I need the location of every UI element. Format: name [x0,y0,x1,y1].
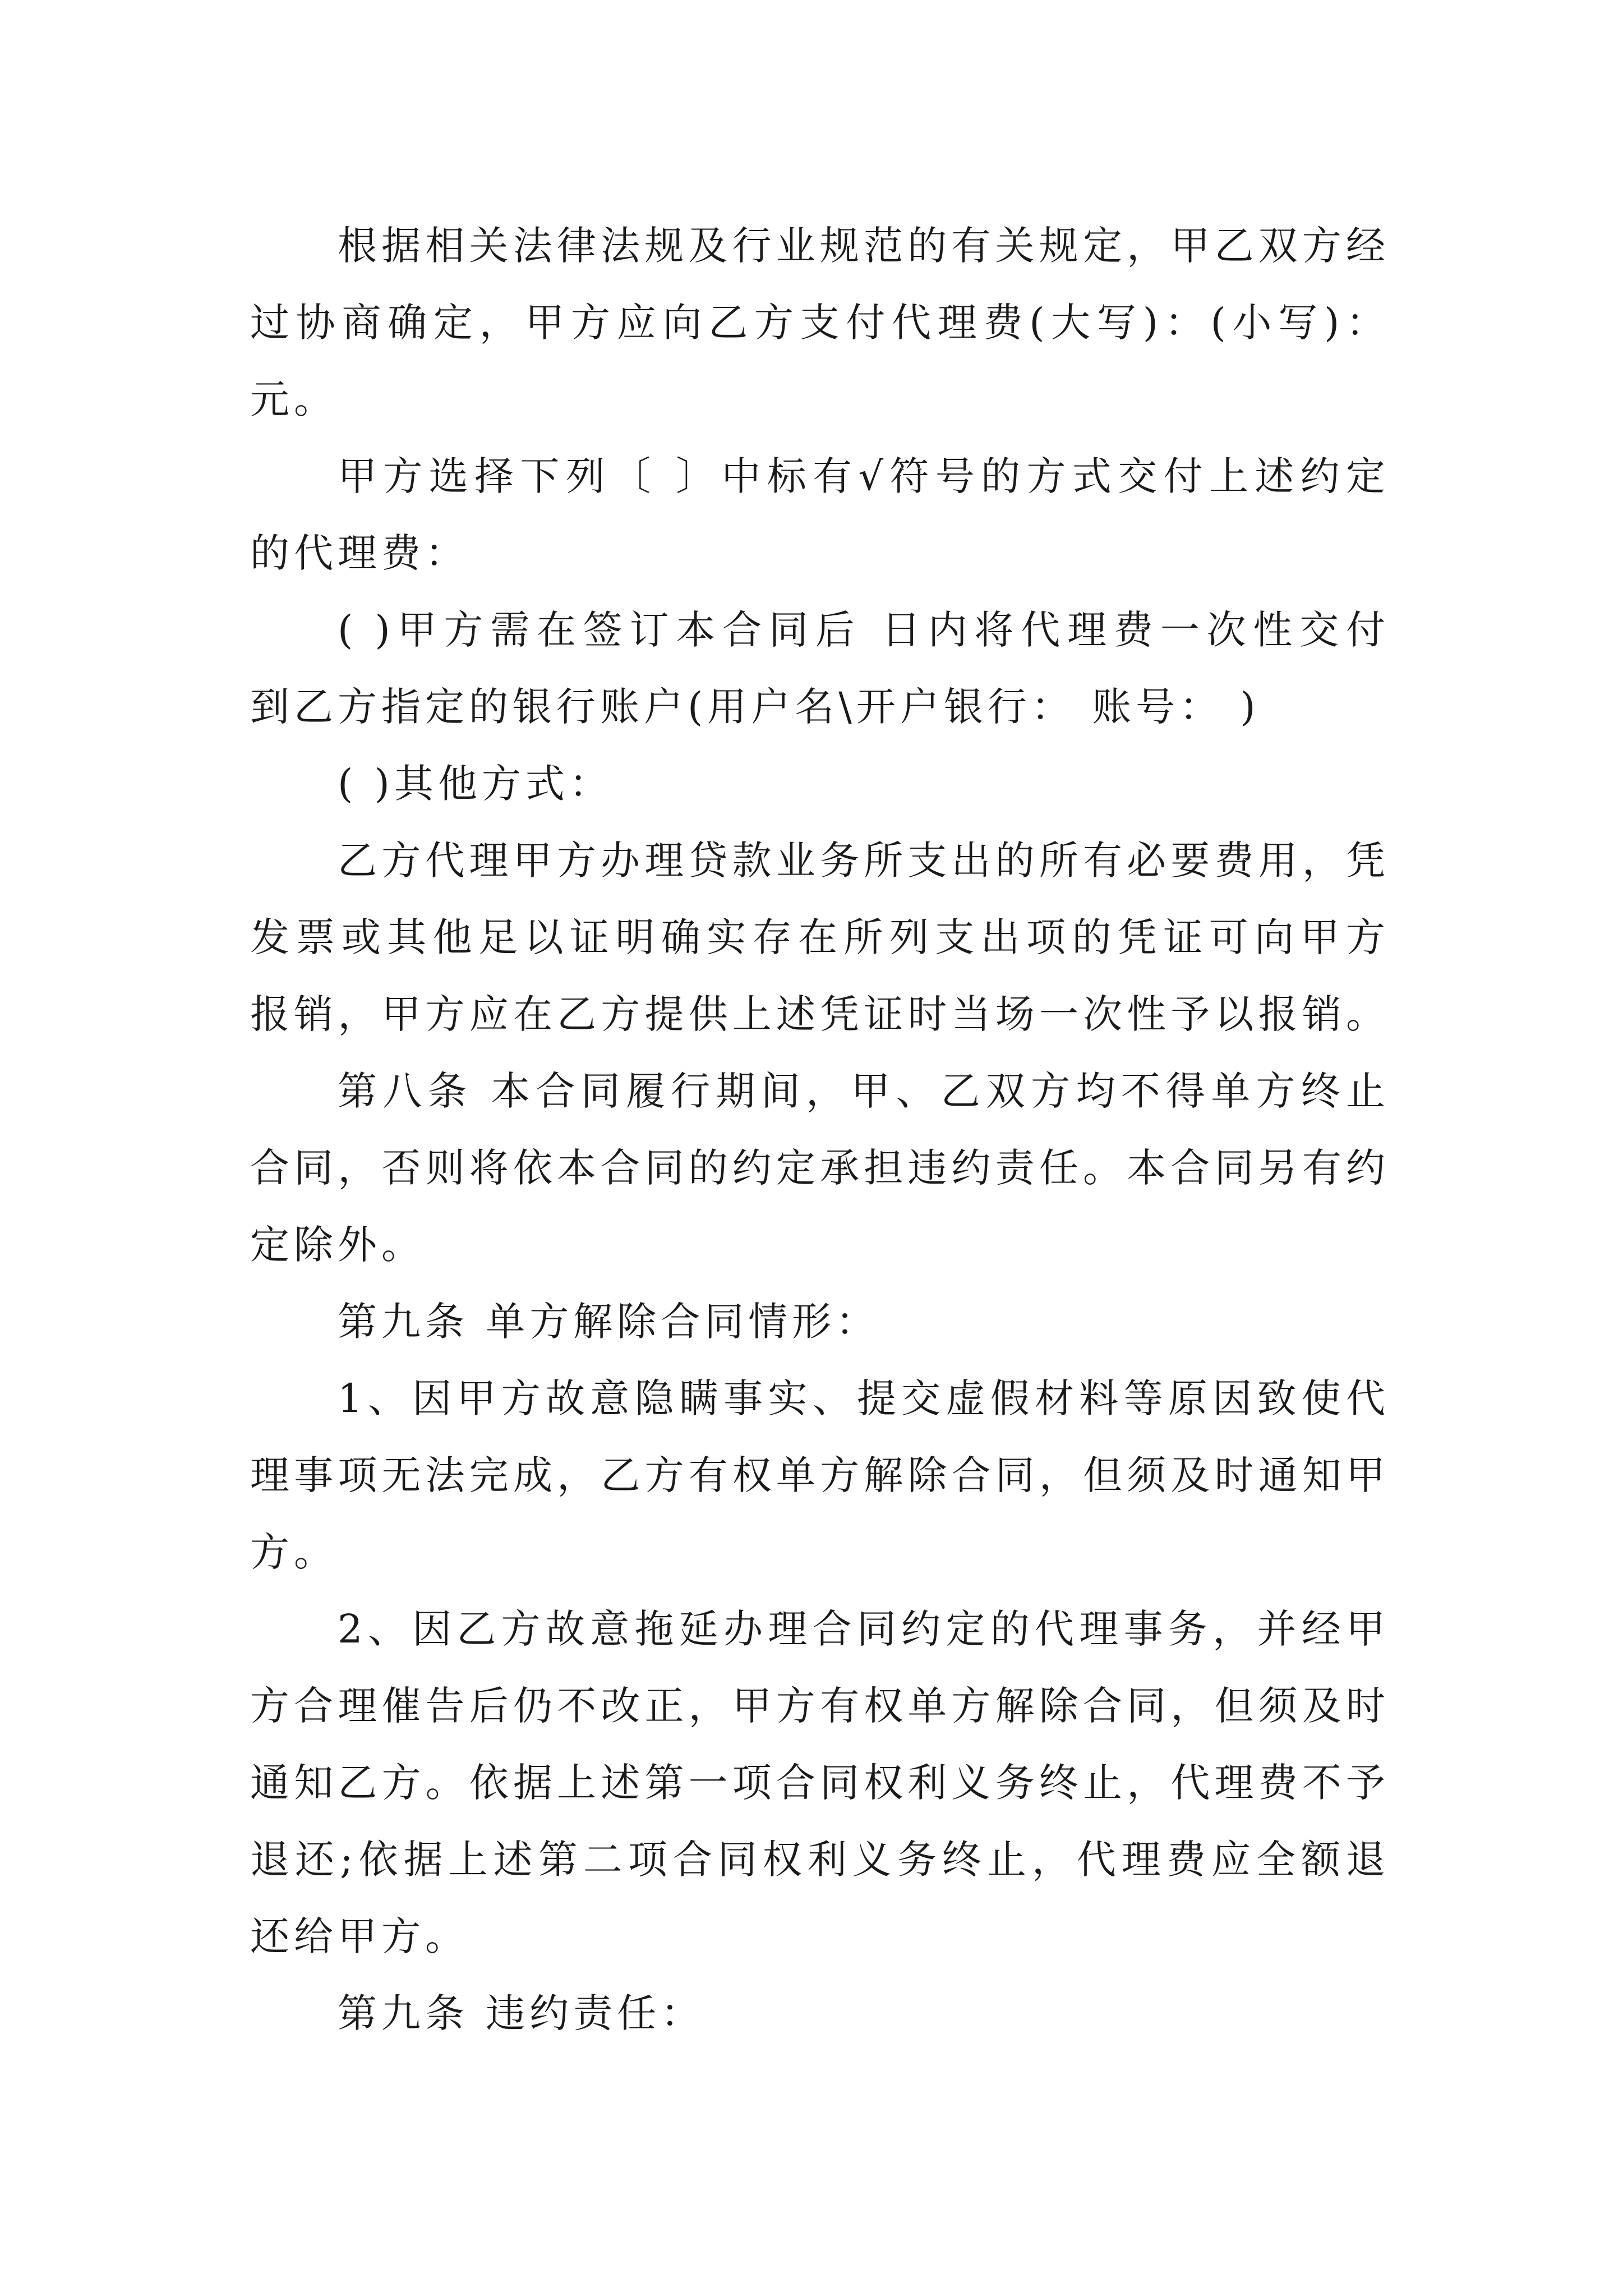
paragraph-article-9-heading [250,1283,1387,1360]
text-line: 发票或其他足以证明确实存在所列支出项的凭证可向甲方 [250,914,1387,960]
text-line: 第九条 单方解除合同情形： [338,1299,880,1345]
paragraph-payment-choice [250,438,1387,592]
paragraph-article-8 [250,1053,1387,1283]
text-line: 的代理费： [250,530,469,576]
paragraph-expenses [250,822,1387,1053]
text-line: 甲方选择下列〔 〕中标有√符号的方式交付上述约定 [338,453,1387,499]
text-line: 第八条 本合同履行期间，甲、乙双方均不得单方终止 [338,1068,1387,1114]
text-line: 还给甲方。 [250,1913,469,1959]
text-line: 2、因乙方故意拖延办理合同约定的代理事务，并经甲 [338,1606,1387,1652]
paragraph-fee-agreement [250,208,1387,438]
paragraph-option-other [250,746,1387,822]
text-line: 第九条 违约责任： [338,1990,705,2036]
paragraph-breach-liability-heading [250,1975,1387,2052]
text-line: ( )甲方需在签订本合同后 日内将代理费一次性交付 [338,607,1387,653]
text-line: 定除外。 [250,1222,425,1268]
text-line: 1、因甲方故意隐瞒事实、提交虚假材料等原因致使代 [338,1375,1387,1421]
text-line: 过协商确定，甲方应向乙方支付代理费(大写)：(小写)： [250,300,1387,346]
paragraph-option-bank-transfer [250,592,1387,746]
text-line: 元。 [250,376,338,422]
paragraph-termination-item-1 [250,1360,1387,1591]
text-line: 方。 [250,1529,338,1575]
text-line: 方合理催告后仍不改正，甲方有权单方解除合同，但须及时 [250,1683,1387,1729]
text-line: 合同，否则将依本合同的约定承担违约责任。本合同另有约 [250,1145,1387,1191]
text-line: 理事项无法完成，乙方有权单方解除合同，但须及时通知甲 [250,1452,1387,1498]
text-line: 通知乙方。依据上述第一项合同权利义务终止，代理费不予 [250,1760,1387,1806]
text-line: 到乙方指定的银行账户(用户名\开户银行： 账号： ) [250,684,1260,730]
text-line: 根据相关法律法规及行业规范的有关规定，甲乙双方经 [338,223,1387,269]
text-line: 退还;依据上述第二项合同权利义务终止，代理费应全额退 [250,1837,1387,1883]
paragraph-termination-item-2 [250,1591,1387,1975]
text-line: ( )其他方式： [338,761,613,807]
document-page [250,208,1387,2052]
text-line: 乙方代理甲方办理贷款业务所支出的所有必要费用，凭 [338,838,1387,884]
text-line: 报销，甲方应在乙方提供上述凭证时当场一次性予以报销。 [250,991,1387,1037]
